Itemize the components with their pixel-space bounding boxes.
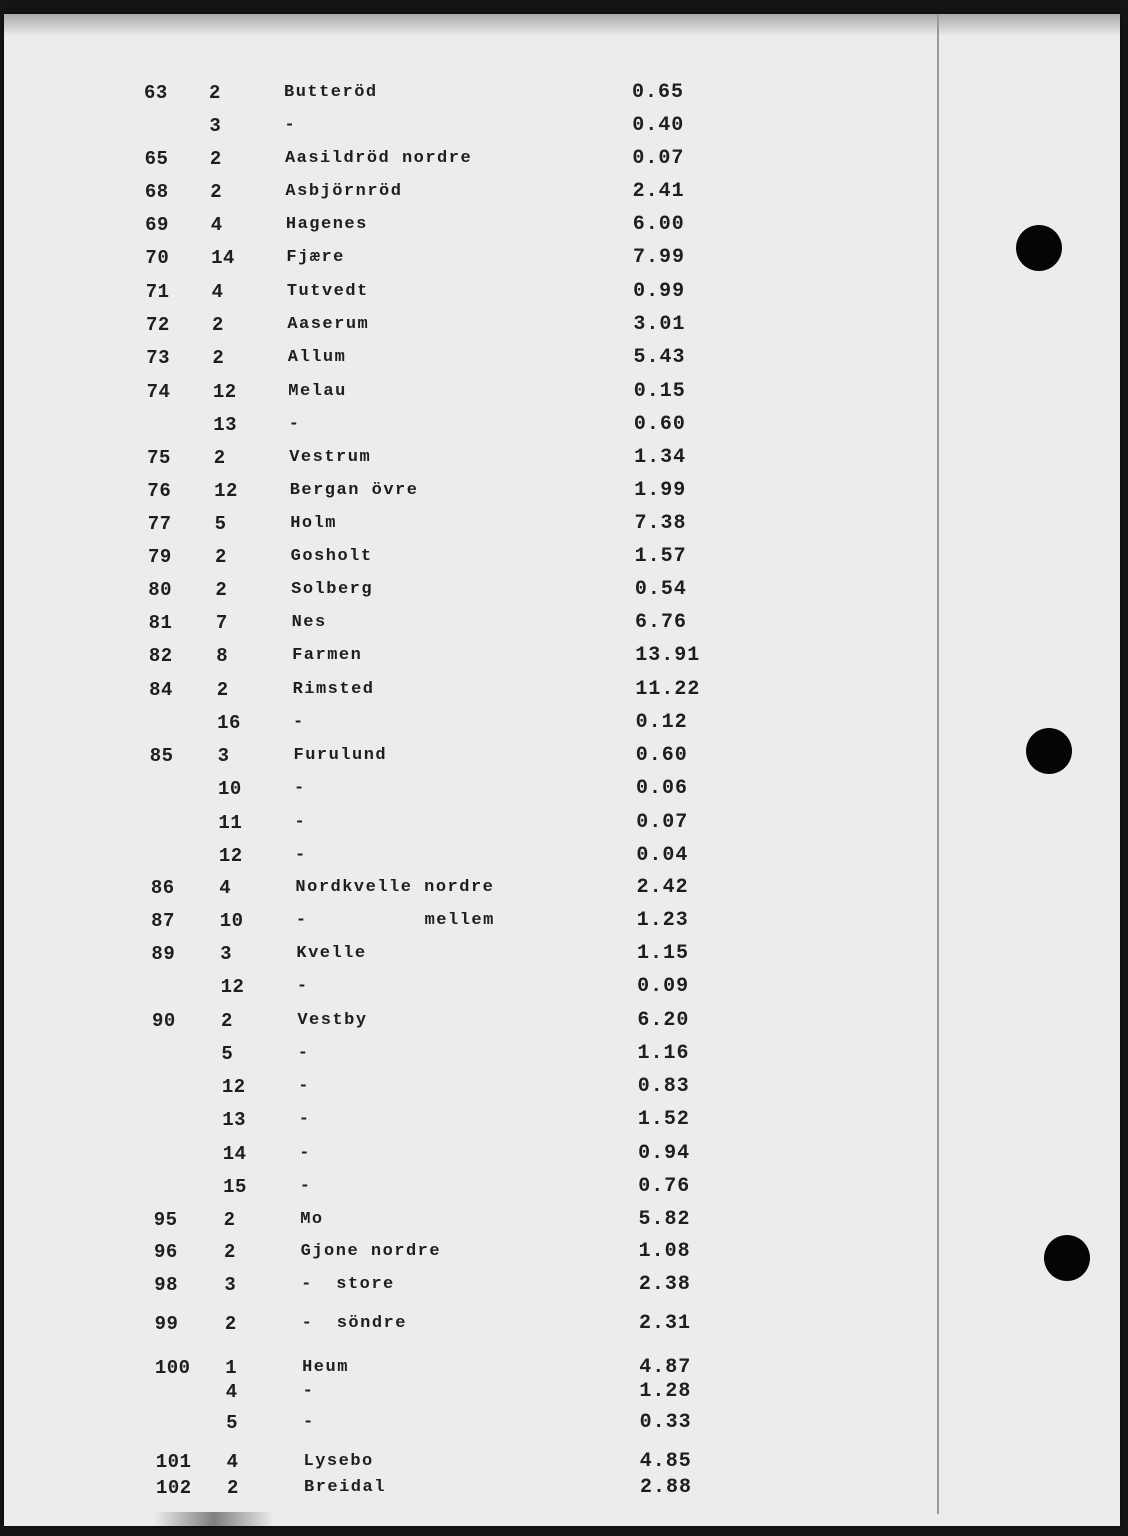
value: 0.60 [633,413,686,436]
lot-number: 4 [226,1451,239,1473]
document-page [4,14,1120,1526]
parcel-number: 82 [148,645,173,667]
parcel-number: 81 [148,612,173,634]
top-edge-bleed [4,14,1120,36]
value: 1.34 [634,446,687,469]
farm-name: Kvelle [296,944,367,963]
lot-number: 2 [224,1241,236,1263]
value: 0.40 [632,114,685,137]
farm-name: - söndre [301,1314,407,1333]
lot-number: 1 [225,1357,238,1379]
value: 1.52 [637,1108,690,1131]
parcel-number: 71 [145,281,170,303]
value: 6.00 [632,213,685,236]
lot-number: 12 [220,976,245,998]
farm-name: Tutvedt [286,282,369,301]
farm-name: Asbjörnröd [285,182,403,201]
value: 0.54 [634,578,687,601]
margin-rule [937,14,939,1514]
farm-name: Gjone nordre [300,1242,442,1261]
parcel-number: 75 [147,447,171,469]
farm-name: Gosholt [290,547,373,566]
lot-number: 3 [217,745,230,767]
value: 7.38 [634,512,687,535]
value: 0.15 [633,380,686,403]
parcel-number: 76 [147,480,172,502]
lot-number: 2 [216,679,229,701]
value: 2.88 [640,1476,693,1499]
parcel-number: 65 [144,148,169,170]
parcel-number: 73 [146,347,171,369]
parcel-number: 80 [148,579,173,601]
lot-number: 2 [213,447,226,469]
farm-name: Solberg [291,580,374,599]
parcel-number: 68 [144,181,169,203]
farm-name: - mellem [295,911,495,930]
lot-number: 3 [224,1274,237,1296]
lot-number: 11 [218,812,243,834]
lot-number: 15 [223,1176,247,1198]
lot-number: 12 [212,381,237,403]
farm-name: Lysebo [303,1452,374,1471]
lot-number: 5 [221,1043,234,1065]
lot-number: 2 [223,1209,236,1231]
punch-hole-bottom [1044,1235,1090,1281]
lot-number: 12 [218,845,243,867]
lot-number: 10 [219,910,244,932]
lot-number: 2 [210,181,223,203]
farm-name: Hagenes [285,215,368,234]
farm-name: - [302,1382,315,1401]
parcel-number: 74 [146,381,171,403]
value: 1.15 [636,942,689,965]
lot-number: 13 [222,1109,247,1131]
farm-name: - [294,846,307,865]
farm-name: - [298,1110,311,1129]
parcel-number: 87 [151,910,175,932]
lot-number: 2 [209,148,222,170]
lot-number: 5 [226,1412,239,1434]
value: 7.99 [632,246,685,269]
farm-name: - [303,1413,315,1432]
value: 0.76 [638,1175,691,1198]
value: 6.20 [637,1009,690,1032]
value: 6.76 [635,611,688,634]
lot-number: 4 [211,281,224,303]
lot-number: 14 [222,1143,247,1165]
parcel-number: 101 [155,1451,192,1473]
parcel-number: 89 [151,943,176,965]
lot-number: 4 [210,214,223,236]
parcel-number: 96 [154,1241,178,1263]
farm-name: Farmen [292,646,363,665]
farm-name: Rimsted [292,680,375,699]
parcel-number: 95 [153,1209,178,1231]
parcel-number: 70 [145,247,170,269]
farm-name: Aasildröd nordre [284,149,473,168]
scan-smudge [154,1512,274,1526]
value: 1.99 [634,479,687,502]
farm-name: Breidal [304,1478,386,1497]
punch-hole-top [1016,225,1062,271]
lot-number: 3 [209,115,222,137]
farm-name: Heum [302,1358,349,1377]
farm-name: Nes [291,613,327,632]
farm-name: Fjære [286,248,345,267]
farm-name: Butteröd [284,83,378,102]
lot-number: 3 [220,943,233,965]
farm-name: - [288,415,301,434]
farm-name: - [297,1044,310,1063]
value: 1.57 [634,545,687,568]
farm-name: - [284,116,297,135]
value: 0.06 [636,777,689,800]
farm-name: - [294,779,306,798]
lot-number: 4 [219,877,232,899]
value: 5.43 [633,346,686,369]
farm-name: - [299,1177,312,1196]
farm-name: Aaserum [287,315,370,334]
value: 0.94 [638,1142,691,1165]
value: 1.08 [638,1240,691,1263]
lot-number: 2 [212,314,224,336]
lot-number: 8 [216,645,229,667]
value: 0.83 [637,1075,690,1098]
punch-hole-middle [1026,728,1072,774]
farm-name: Allum [287,348,347,367]
parcel-number: 98 [154,1274,179,1296]
farm-name: Melau [288,382,347,401]
farm-name: - [299,1144,311,1163]
lot-number: 12 [214,480,238,502]
farm-name: Nordkvelle nordre [295,878,495,897]
value: 3.01 [633,313,686,336]
lot-number: 10 [218,778,242,800]
lot-number: 2 [224,1313,237,1335]
lot-number: 2 [215,579,228,601]
farm-name: Furulund [293,746,388,765]
value: 0.07 [632,147,685,170]
parcel-number: 79 [148,546,172,568]
farm-name: Bergan övre [289,481,419,500]
value: 2.41 [632,180,685,203]
value: 0.04 [636,844,689,867]
lot-number: 2 [221,1010,233,1032]
farm-name: Mo [300,1210,324,1229]
value: 0.60 [635,744,688,767]
value: 0.12 [635,711,688,734]
farm-name: - [294,813,307,832]
lot-number: 7 [215,612,228,634]
farm-name: - store [301,1275,395,1294]
parcel-number: 86 [150,877,175,899]
value: 5.82 [638,1208,691,1231]
parcel-number: 90 [152,1010,176,1032]
farm-name: - [293,713,305,732]
lot-number: 2 [212,347,225,369]
value: 1.16 [637,1042,690,1065]
farm-name: - [298,1077,310,1096]
lot-number: 5 [214,513,227,535]
parcel-number: 69 [145,214,169,236]
lot-number: 12 [221,1076,246,1098]
value: 11.22 [635,678,701,701]
farm-name: Vestrum [289,448,372,467]
value: 1.28 [639,1380,692,1403]
parcel-number: 99 [154,1313,179,1335]
lot-number: 2 [209,82,221,104]
lot-number: 2 [227,1477,239,1499]
lot-number: 2 [215,546,227,568]
farm-name: Holm [290,514,337,533]
lot-number: 16 [217,712,241,734]
value: 13.91 [635,644,701,667]
value: 2.31 [639,1312,692,1335]
value: 2.38 [638,1273,691,1296]
value: 0.07 [636,811,689,834]
value: 4.87 [639,1356,692,1379]
value: 0.09 [637,975,690,998]
value: 1.23 [636,909,689,932]
value: 4.85 [639,1450,692,1473]
farm-name: Vestby [297,1011,368,1030]
lot-number: 4 [225,1381,238,1403]
parcel-number: 85 [149,745,174,767]
lot-number: 13 [213,414,238,436]
parcel-number: 84 [149,679,173,701]
lot-number: 14 [211,247,235,269]
farm-name: - [296,977,309,996]
parcel-number: 77 [147,513,172,535]
value: 0.65 [632,81,685,104]
value: 2.42 [636,876,689,899]
parcel-number: 100 [154,1357,191,1379]
value: 0.33 [639,1411,692,1434]
value: 0.99 [633,280,686,303]
parcel-number: 72 [146,314,170,336]
parcel-number: 102 [156,1477,192,1499]
parcel-number: 63 [144,82,168,104]
